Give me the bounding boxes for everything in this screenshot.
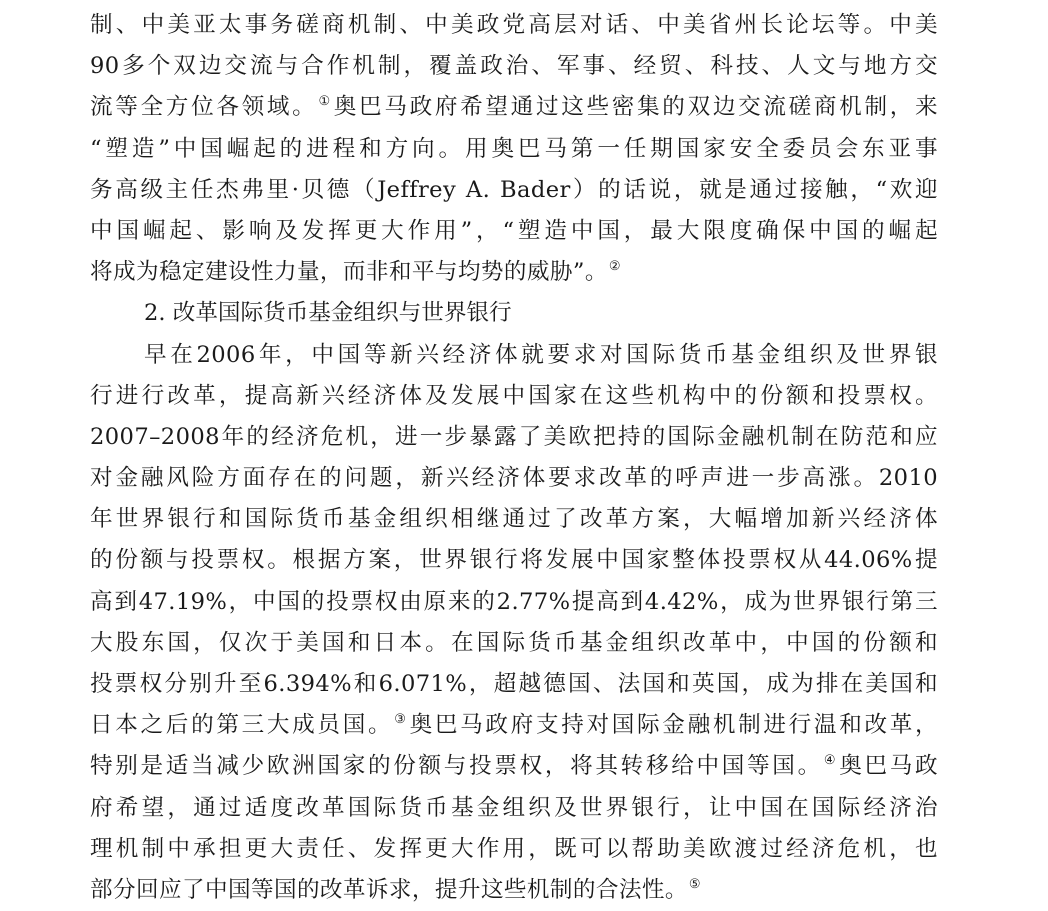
document-page — [90, 5, 938, 911]
text-segment: 奥巴马政府支持对国际金融机制进行温和改革， — [409, 712, 938, 739]
text-line: 高到47.19%，中国的投票权由原来的2.77%提高到4.42%，成为世界银行第三 — [90, 588, 938, 615]
text-segment: 特别是适当减少欧洲国家的份额与投票权，将其转移给中国等国。 — [90, 753, 823, 780]
text-line — [90, 870, 938, 911]
text-line: 早在2006年，中国等新兴经济体就要求对国际货币基金组织及世界银 — [144, 341, 938, 368]
text-line: “塑造”中国崛起的进程和方向。用奥巴马第一任期国家安全委员会东亚事 — [90, 135, 938, 162]
text-line — [90, 87, 938, 128]
text-line: 的份额与投票权。根据方案，世界银行将发展中国家整体投票权从44.06%提 — [90, 547, 938, 574]
text-line: 2007–2008年的经济危机，进一步暴露了美欧把持的国际金融机制在防范和应 — [90, 423, 938, 450]
text-segment: 奥巴马政 — [839, 753, 938, 780]
text-line: 务高级主任杰弗里·贝德（Jeffrey A. Bader）的话说，就是通过接触，“欢迎 — [90, 176, 938, 203]
text-line: 投票权分别升至6.394%和6.071%，超越德国、法国和英国，成为排在美国和 — [90, 671, 938, 697]
text-segment: 奥巴马政府希望通过这些密集的双边交流磋商机制，来 — [333, 94, 938, 121]
text-line: 府希望，通过适度改革国际货币基金组织及世界银行，让中国在国际经济治 — [90, 794, 938, 821]
text-line: 理机制中承担更大责任、发挥更大作用，既可以帮助美欧渡过经济危机，也 — [90, 835, 938, 862]
text-line: 制、中美亚太事务磋商机制、中美政党高层对话、中美省州长论坛等。中美 — [90, 12, 938, 38]
text-line: 中国崛起、影响及发挥更大作用”，“塑造中国，最大限度确保中国的崛起 — [90, 217, 938, 244]
footnote-marker[interactable]: ④ — [823, 753, 839, 769]
text-line — [90, 252, 938, 293]
text-line: 90多个双边交流与合作机制，覆盖政治、军事、经贸、科技、人文与地方交 — [90, 53, 938, 80]
footnote-marker[interactable]: ① — [318, 94, 333, 110]
footnote-marker[interactable]: ③ — [394, 712, 409, 728]
text-line — [90, 705, 938, 746]
footnote-marker[interactable]: ⑤ — [688, 876, 701, 892]
text-segment: 流等全方位各领域。 — [90, 94, 318, 121]
text-segment: 将成为稳定建设性力量，而非和平与均势的威胁”。 — [90, 259, 608, 286]
text-line: 年世界银行和国际货币基金组织相继通过了改革方案，大幅增加新兴经济体 — [90, 506, 938, 533]
text-line: 对金融风险方面存在的问题，新兴经济体要求改革的呼声进一步高涨。2010 — [90, 465, 938, 492]
section-heading: 2. 改革国际货币基金组织与世界银行 — [144, 300, 512, 327]
text-line — [90, 746, 938, 787]
text-line: 行进行改革，提高新兴经济体及发展中国家在这些机构中的份额和投票权。 — [90, 382, 938, 409]
text-segment: 日本之后的第三大成员国。 — [90, 712, 394, 739]
text-line: 大股东国，仅次于美国和日本。在国际货币基金组织改革中，中国的份额和 — [90, 629, 938, 656]
footnote-marker[interactable]: ② — [608, 259, 621, 275]
text-segment: 部分回应了中国等国的改革诉求，提升这些机制的合法性。 — [90, 876, 688, 903]
